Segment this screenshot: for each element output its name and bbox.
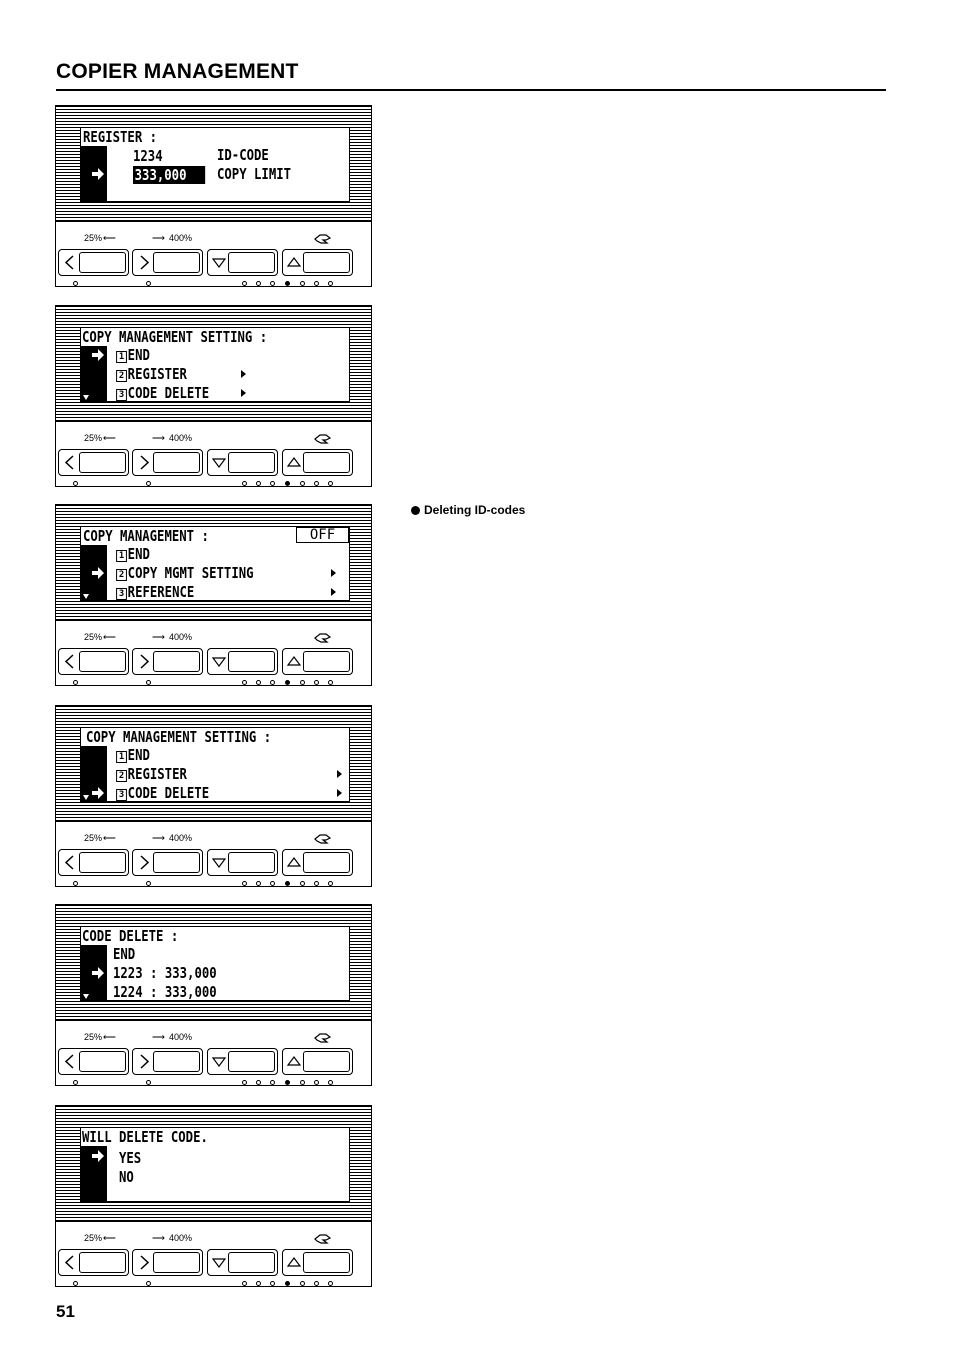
right-arrow-label-icon: ⟶ (152, 833, 165, 843)
chevron-right-icon (137, 1053, 151, 1070)
indicator-row (56, 479, 371, 487)
lcd-display (80, 127, 350, 202)
operation-panel-setting-2 (55, 705, 372, 887)
indicator-row (56, 1279, 371, 1287)
zoom-max-label: 400% (169, 833, 193, 843)
right-arrow-label-icon: ⟶ (152, 1233, 165, 1243)
cursor-arrow-icon (91, 167, 105, 181)
lcd-id-code-value: 1234 (133, 147, 163, 165)
indicator-row (56, 1078, 371, 1086)
section-heading (411, 503, 525, 517)
chevron-left-icon (63, 1254, 77, 1271)
right-button[interactable] (132, 1048, 203, 1075)
submenu-arrow-icon (337, 770, 342, 778)
zoom-min-label: 25% (84, 1032, 103, 1042)
triangle-down-icon (212, 1254, 226, 1271)
chevron-right-icon (137, 454, 151, 471)
lcd-display (80, 727, 350, 802)
lcd-title: COPY MANAGEMENT SETTING : (86, 728, 272, 746)
zoom-max-label: 400% (169, 1032, 193, 1042)
scroll-down-icon (83, 594, 89, 599)
zoom-min-label: 25% (84, 233, 103, 243)
submenu-arrow-icon (331, 588, 336, 596)
zoom-min-label: 25% (84, 833, 103, 843)
operation-panel-confirm-delete (55, 1105, 372, 1287)
bullet-icon (411, 506, 420, 515)
menu-item-end[interactable]: 1 END (117, 346, 150, 364)
cursor-arrow-icon (91, 566, 105, 580)
lcd-copy-limit-label: COPY LIMIT (217, 165, 292, 183)
left-arrow-label-icon: ⟵ (103, 433, 116, 443)
right-button[interactable] (132, 1249, 203, 1276)
zoom-min-label: 25% (84, 632, 103, 642)
operation-panel-setting-1 (55, 305, 372, 487)
indicator-row (56, 279, 371, 287)
right-arrow-label-icon: ⟶ (152, 632, 165, 642)
left-arrow-label-icon: ⟵ (103, 1233, 116, 1243)
hand-icon (314, 632, 332, 644)
menu-item-register[interactable]: 2 REGISTER (117, 765, 187, 783)
left-arrow-label-icon: ⟵ (103, 233, 116, 243)
lcd-title: WILL DELETE CODE. (82, 1128, 208, 1146)
list-item-code[interactable]: 1224 : 333,000 (113, 983, 217, 1001)
down-button[interactable] (207, 1249, 278, 1276)
hand-icon (314, 1233, 332, 1245)
submenu-arrow-icon (241, 370, 246, 378)
title-divider (56, 89, 886, 91)
left-button[interactable] (58, 1048, 129, 1075)
menu-item-reference[interactable]: 3 REFERENCE (117, 583, 194, 601)
up-button[interactable] (282, 249, 353, 276)
left-button[interactable] (58, 648, 129, 675)
up-button[interactable] (282, 648, 353, 675)
lcd-title: REGISTER : (83, 128, 158, 146)
scroll-down-icon (83, 994, 89, 999)
chevron-right-icon (137, 854, 151, 871)
chevron-right-icon (137, 1254, 151, 1271)
left-button[interactable] (58, 849, 129, 876)
chevron-right-icon (137, 653, 151, 670)
down-button[interactable] (207, 449, 278, 476)
right-button[interactable] (132, 648, 203, 675)
right-button[interactable] (132, 449, 203, 476)
scroll-down-icon (83, 395, 89, 400)
down-button[interactable] (207, 648, 278, 675)
up-button[interactable] (282, 1249, 353, 1276)
down-button[interactable] (207, 1048, 278, 1075)
left-button[interactable] (58, 1249, 129, 1276)
option-no[interactable]: NO (119, 1168, 134, 1186)
lcd-display (80, 1127, 350, 1202)
triangle-down-icon (212, 854, 226, 871)
chevron-left-icon (63, 1053, 77, 1070)
left-arrow-label-icon: ⟵ (103, 632, 116, 642)
lcd-title: COPY MANAGEMENT : (83, 527, 209, 545)
menu-item-end[interactable]: 1 END (117, 746, 150, 764)
list-item-code[interactable]: 1223 : 333,000 (113, 964, 217, 982)
indicator-row (56, 879, 371, 887)
lcd-display (80, 526, 350, 601)
right-arrow-label-icon: ⟶ (152, 433, 165, 443)
cursor-arrow-icon (91, 966, 105, 980)
menu-item-copy-mgmt-setting[interactable]: 2 COPY MGMT SETTING (117, 564, 254, 582)
down-button[interactable] (207, 249, 278, 276)
triangle-up-icon (287, 854, 301, 871)
triangle-down-icon (212, 1053, 226, 1070)
menu-item-end[interactable]: 1 END (117, 545, 150, 563)
cursor-arrow-icon (91, 1149, 105, 1163)
zoom-max-label: 400% (169, 632, 193, 642)
chevron-left-icon (63, 454, 77, 471)
up-button[interactable] (282, 1048, 353, 1075)
zoom-max-label: 400% (169, 1233, 193, 1243)
scroll-down-icon (83, 795, 89, 800)
chevron-left-icon (63, 653, 77, 670)
left-button[interactable] (58, 249, 129, 276)
triangle-down-icon (212, 254, 226, 271)
list-item-end[interactable]: END (113, 945, 136, 963)
triangle-up-icon (287, 1254, 301, 1271)
status-badge: OFF (296, 527, 349, 543)
triangle-down-icon (212, 454, 226, 471)
left-arrow-label-icon: ⟵ (103, 833, 116, 843)
chevron-left-icon (63, 854, 77, 871)
hand-icon (314, 1032, 332, 1044)
indicator-row (56, 678, 371, 686)
lcd-id-code-label: ID-CODE (217, 146, 269, 164)
page-number: 51 (56, 1302, 75, 1321)
page-title: COPIER MANAGEMENT (56, 60, 299, 83)
zoom-max-label: 400% (169, 233, 193, 243)
right-button[interactable] (132, 249, 203, 276)
cursor-arrow-icon (91, 348, 105, 362)
submenu-arrow-icon (331, 569, 336, 577)
chevron-left-icon (63, 254, 77, 271)
zoom-min-label: 25% (84, 1233, 103, 1243)
left-button[interactable] (58, 449, 129, 476)
triangle-up-icon (287, 1053, 301, 1070)
zoom-min-label: 25% (84, 433, 103, 443)
cursor-arrow-icon (91, 786, 105, 800)
operation-panel-copy-management (55, 504, 372, 686)
up-button[interactable] (282, 849, 353, 876)
lcd-title: CODE DELETE : (82, 927, 179, 945)
triangle-up-icon (287, 653, 301, 670)
menu-item-register[interactable]: 2 REGISTER (117, 365, 187, 383)
option-yes[interactable]: YES (119, 1149, 142, 1167)
triangle-up-icon (287, 254, 301, 271)
hand-icon (314, 833, 332, 845)
menu-item-code-delete[interactable]: 3 CODE DELETE (117, 784, 209, 802)
lcd-title: COPY MANAGEMENT SETTING : (82, 328, 268, 346)
up-button[interactable] (282, 449, 353, 476)
zoom-max-label: 400% (169, 433, 193, 443)
submenu-arrow-icon (337, 789, 342, 797)
submenu-arrow-icon (241, 389, 246, 397)
menu-item-code-delete[interactable]: 3 CODE DELETE (117, 384, 209, 402)
right-arrow-label-icon: ⟶ (152, 233, 165, 243)
lcd-display (80, 327, 350, 402)
triangle-up-icon (287, 454, 301, 471)
right-button[interactable] (132, 849, 203, 876)
operation-panel-code-delete (55, 904, 372, 1086)
left-arrow-label-icon: ⟵ (103, 1032, 116, 1042)
section-heading-text: Deleting ID-codes (424, 503, 526, 517)
operation-panel-register (55, 105, 372, 287)
right-arrow-label-icon: ⟶ (152, 1032, 165, 1042)
lcd-display (80, 926, 350, 1001)
chevron-right-icon (137, 254, 151, 271)
down-button[interactable] (207, 849, 278, 876)
lcd-copy-limit-value: 333,000 (133, 166, 205, 184)
triangle-down-icon (212, 653, 226, 670)
hand-icon (314, 433, 332, 445)
hand-icon (314, 233, 332, 245)
